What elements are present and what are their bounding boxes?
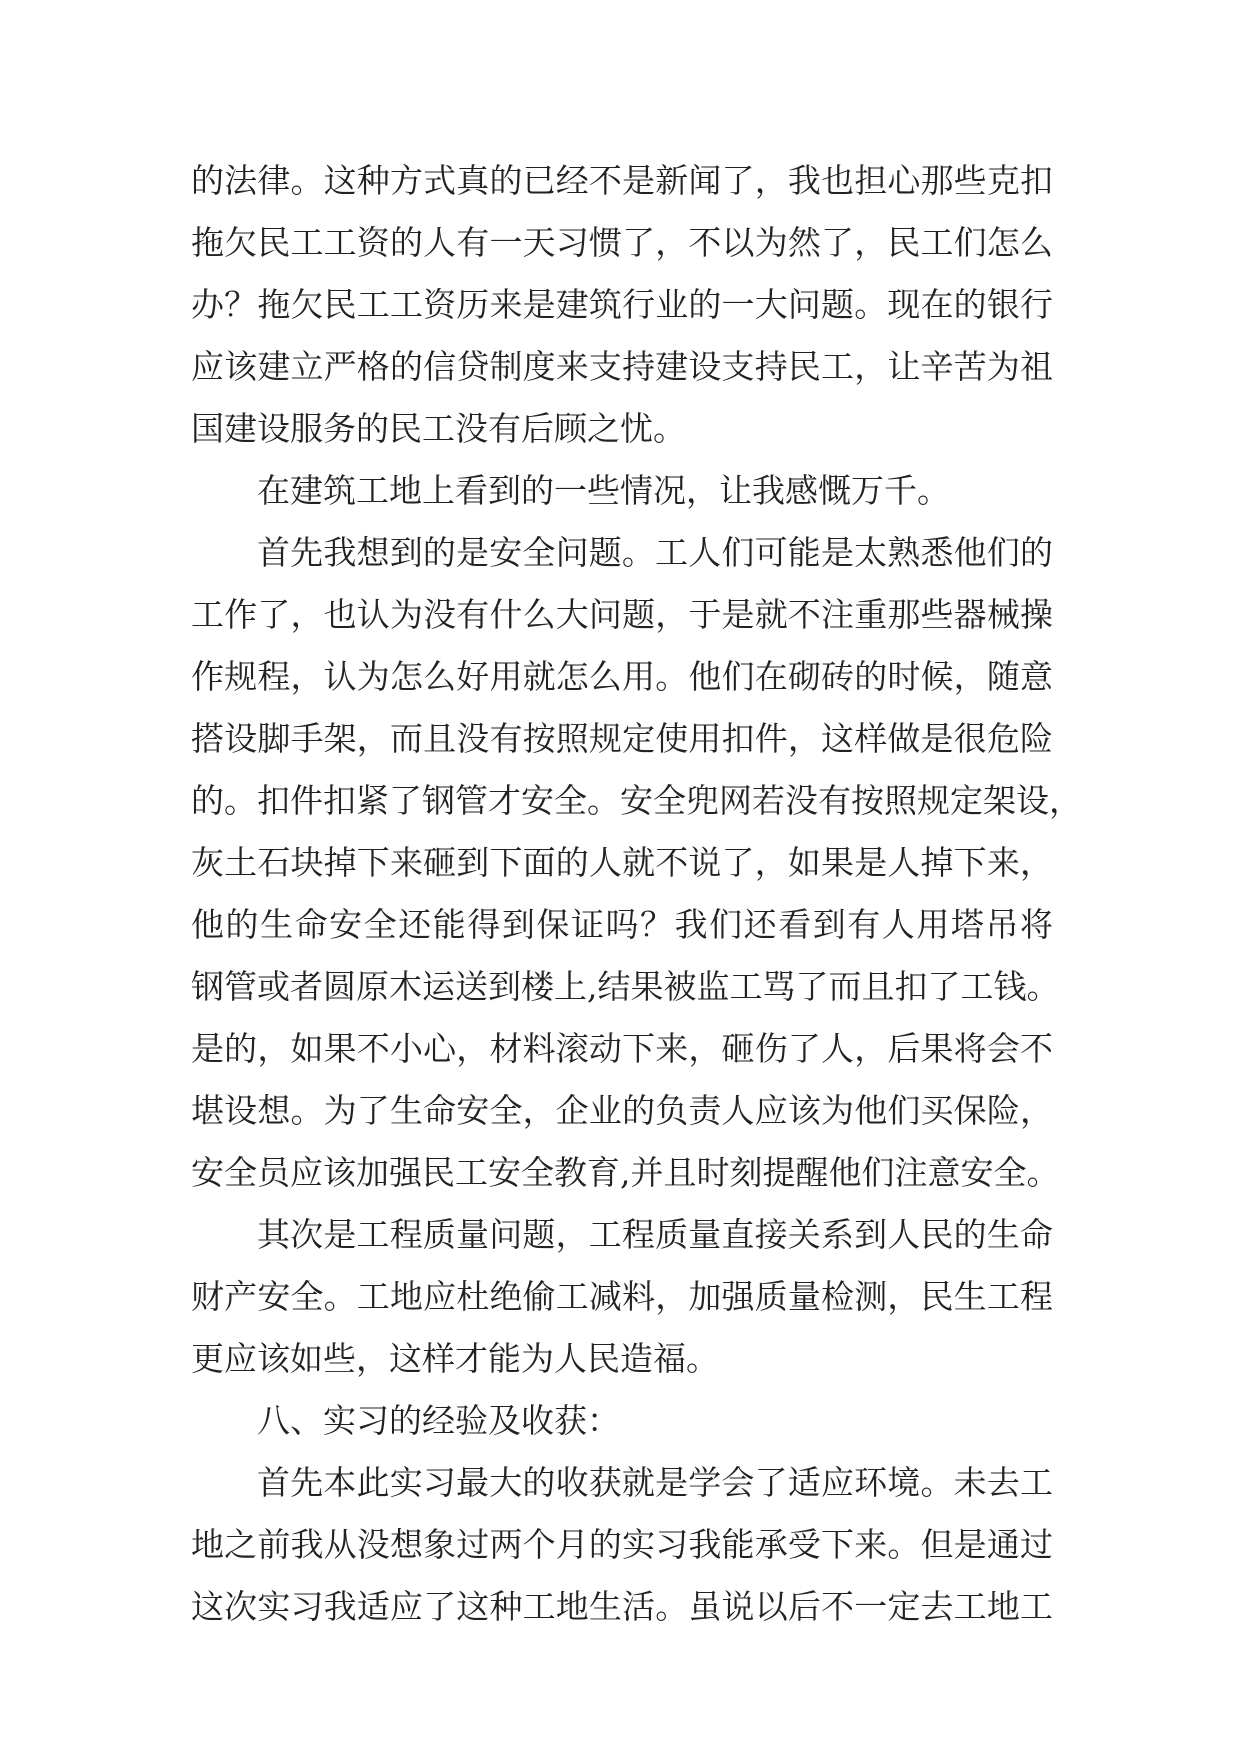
text-line: 作规程，认为怎么好用就怎么用。他们在砌砖的时候，随意 — [191, 657, 1053, 696]
text-line: 拖欠民工工资的人有一天习惯了，不以为然了，民工们怎么 — [191, 223, 1053, 262]
text-line: 的。扣件扣紧了钢管才安全。安全兜网若没有按照规定架设， — [191, 781, 1082, 820]
text-line: 其次是工程质量问题，工程质量直接关系到人民的生命 — [257, 1215, 1053, 1254]
text-line: 国建设服务的民工没有后顾之忧。 — [191, 409, 686, 448]
text-line: 搭设脚手架，而且没有按照规定使用扣件，这样做是很危险 — [191, 719, 1053, 758]
text-line: 钢管或者圆原木运送到楼上,结果被监工骂了而且扣了工钱。 — [191, 967, 1060, 1006]
text-line: 是的，如果不小心，材料滚动下来，砸伤了人，后果将会不 — [191, 1029, 1053, 1068]
text-line: 灰土石块掉下来砸到下面的人就不说了，如果是人掉下来， — [191, 843, 1053, 882]
text-line: 这次实习我适应了这种工地生活。虽说以后不一定去工地工 — [191, 1587, 1053, 1626]
text-line: 他的生命安全还能得到保证吗？我们还看到有人用塔吊将 — [191, 905, 1053, 944]
text-line: 安全员应该加强民工安全教育,并且时刻提醒他们注意安全。 — [191, 1153, 1060, 1192]
text-line: 首先我想到的是安全问题。工人们可能是太熟悉他们的 — [257, 533, 1053, 572]
text-line: 堪设想。为了生命安全，企业的负责人应该为他们买保险， — [191, 1091, 1053, 1130]
section-heading: 八、实习的经验及收获： — [257, 1401, 620, 1440]
text-line: 首先本此实习最大的收获就是学会了适应环境。未去工 — [257, 1463, 1053, 1502]
text-line: 工作了，也认为没有什么大问题，于是就不注重那些器械操 — [191, 595, 1053, 634]
paragraph-heading-line: 在建筑工地上看到的一些情况，让我感慨万千。 — [257, 471, 950, 510]
text-line: 应该建立严格的信贷制度来支持建设支持民工，让辛苦为祖 — [191, 347, 1053, 386]
document-body — [191, 150, 1082, 1638]
text-line: 的法律。这种方式真的已经不是新闻了，我也担心那些克扣 — [191, 161, 1053, 200]
text-line: 财产安全。工地应杜绝偷工减料，加强质量检测，民生工程 — [191, 1277, 1053, 1316]
text-line: 更应该如些，这样才能为人民造福。 — [191, 1339, 719, 1378]
text-line: 地之前我从没想象过两个月的实习我能承受下来。但是通过 — [191, 1525, 1053, 1564]
text-line: 办？拖欠民工工资历来是建筑行业的一大问题。现在的银行 — [191, 285, 1053, 324]
